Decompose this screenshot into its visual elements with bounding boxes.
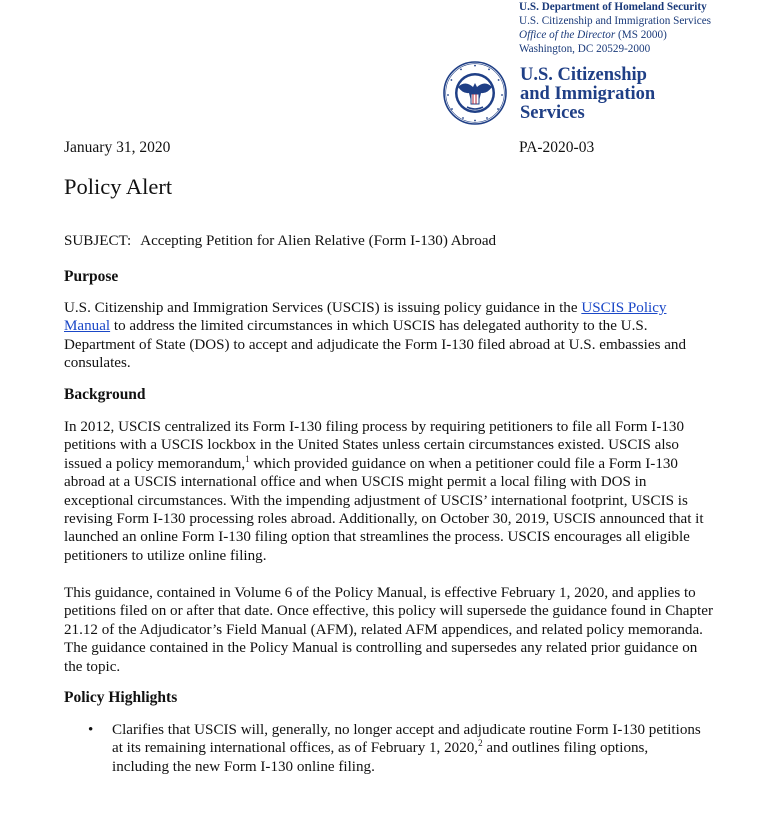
subject-label: SUBJECT: (64, 233, 132, 249)
bullet-icon: • (88, 722, 94, 738)
policy-highlights-list (88, 721, 708, 776)
document-title: Policy Alert (64, 174, 173, 199)
policy-highlights-heading: Policy Highlights (64, 689, 178, 706)
subject-text: Accepting Petition for Alien Relative (Form I-130) Abroad (140, 233, 497, 249)
department-name: U.S. Department of Homeland Security (519, 1, 707, 13)
agency-name-line: U.S. Citizenship and Immigration Services (519, 15, 712, 27)
list-item (88, 721, 708, 776)
highlight-text: Clarifies that USCIS will, generally, no longer accept and adjudicate routine Form I-130 petitions at its remaining international offices, as of February 1, 2020, (112, 722, 701, 757)
wordmark-line: and Immigration (520, 84, 656, 104)
office-name: Office of the Director (519, 29, 616, 41)
background-paragraph (64, 418, 719, 565)
purpose-text: to address the limited circumstances in which USCIS has delegated authority to the U.S. Department of State (DOS) to accept and adjudicate the Form I-130 filed abroad at U.S. embassies and consulates. (64, 318, 687, 372)
agency-address-block (519, 0, 759, 56)
footnote-marker[interactable]: 1 (245, 453, 250, 464)
policy-alert-number: PA-2020-03 (519, 139, 595, 156)
subject-line (64, 233, 496, 250)
footnote-marker[interactable]: 2 (478, 738, 483, 749)
policy-manual-link[interactable]: USCIS Policy Manual (64, 300, 667, 335)
highlight-text: and outlines filing options, including the new Form I-130 online filing. (112, 740, 649, 775)
wordmark-line: Services (520, 103, 585, 123)
background-heading: Background (64, 386, 146, 403)
purpose-paragraph (64, 299, 714, 373)
purpose-heading: Purpose (64, 268, 119, 285)
uscis-wordmark (520, 66, 655, 123)
background-text: In 2012, USCIS centralized its Form I-130 filing process by requiring petitioners to file all Form I-130 petitions with a USCIS lockbox in the United States unless certain circumstances existed. USCIS also issued a policy memorandum, (64, 419, 684, 472)
wordmark-line: U.S. Citizenship (520, 65, 647, 85)
dhs-seal-icon (443, 61, 507, 125)
office-line (519, 28, 759, 42)
purpose-text: U.S. Citizenship and Immigration Services (USCIS) is issuing policy guidance in the (64, 300, 582, 316)
office-code: (MS 2000) (615, 29, 667, 41)
document-date: January 31, 2020 (64, 139, 171, 156)
background-paragraph: This guidance, contained in Volume 6 of the Policy Manual, is effective February 1, 2020, and applies to petitions filed on or after that date. Once effective, this policy will supersede the guidance found in Chapter 21.12 of the Adjudicator’s Field Manual (AFM), related AFM appendices, and related policy memoranda. The guidance contained in the Policy Manual is controlling and supersedes any related prior guidance on the topic. (64, 585, 713, 675)
office-address: Washington, DC 20529-2000 (519, 43, 651, 55)
background-text: which provided guidance on when a petitioner could file a Form I-130 abroad at a USCIS international office and when USCIS might permit a local filing with DOS in exceptional circumstances. With the impending adjustment of USCIS’ international footprint, USCIS is revising Form I-130 processing roles abroad. Additionally, on October 30, 2019, USCIS announced that it launched an online Form I-130 filing option that streamlines the process. USCIS encourages all eligible petitioners to utilize online filing. (64, 455, 704, 564)
